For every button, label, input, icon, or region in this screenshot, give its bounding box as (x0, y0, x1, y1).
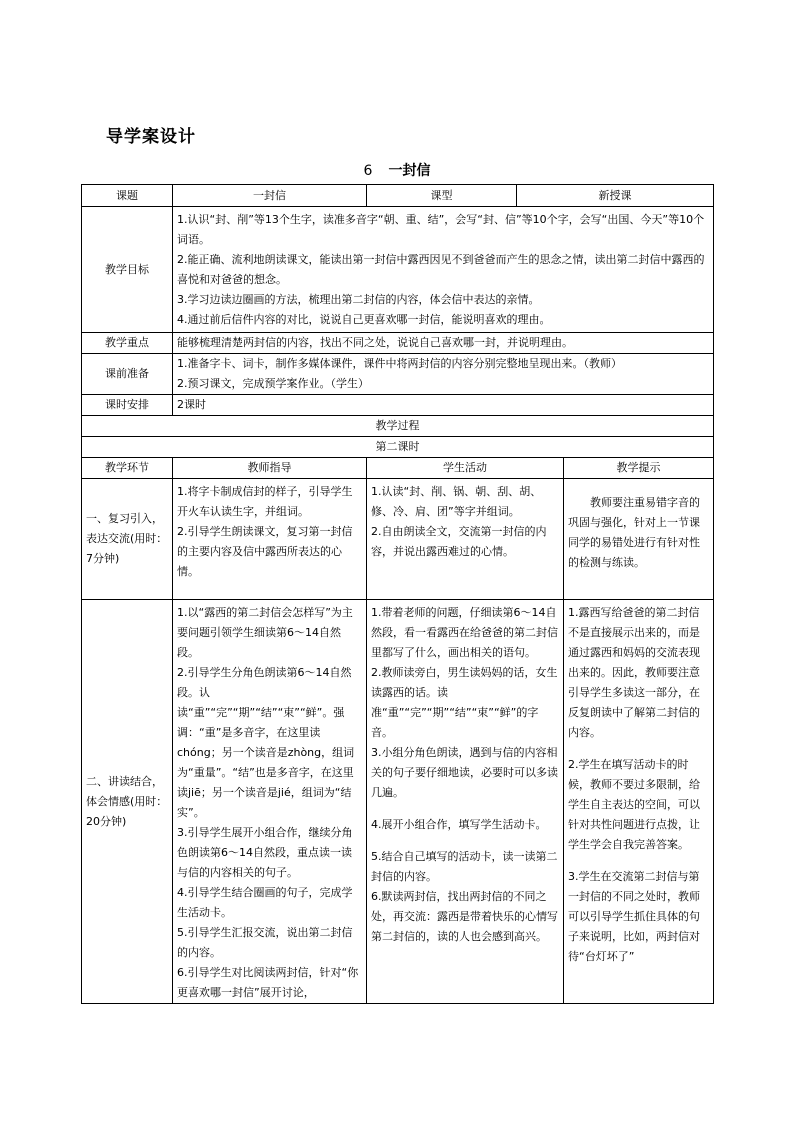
goal-item: 2.能正确、流利地朗读课文，能读出第一封信中露西因见不到爸爸而产生的思念之情，读出第二封信中露西的喜悦和对爸爸的想念。 (177, 253, 705, 286)
step1-tip: 教师要注重易错字音的巩固与强化，针对上一节课同学的易错处进行有针对性的检测与练读。 (564, 479, 714, 600)
goals-row (82, 207, 714, 333)
step2-tips (564, 600, 714, 1004)
step2-student-item: 1.带着老师的问题，仔细读第6～14自然段，看一看露西在给爸爸的第二封信里都写了什么，画出相关的语句。 (371, 606, 558, 659)
type-value: 新授课 (517, 185, 714, 207)
prep-item: 2.预习课文，完成预学案作业。（学生） (177, 377, 369, 390)
spacer (371, 835, 559, 847)
lesson-number: 6 (363, 163, 373, 179)
step2-student-item: 5.结合自己填写的活动卡，读一读第二封信的内容。 (371, 850, 558, 883)
step2-student-item: 2.教师读旁白，男生读妈妈的话，女生读露西的话。读准“重”“完”“期”“结”“束”“鲜”的字音。 (371, 666, 558, 739)
step2-teacher-item: 6.引导学生对比阅读两封信，针对“你更喜欢哪一封信”展开讨论， (177, 966, 359, 999)
topic-value: 一封信 (173, 185, 367, 207)
goals-label: 教学目标 (82, 207, 173, 333)
hours-label: 课时安排 (82, 395, 173, 416)
goal-item: 4.通过前后信件内容的对比，说说自己更喜欢哪一封信，能说明喜欢的理由。 (177, 313, 551, 326)
spacer (568, 855, 709, 867)
step1-name: 一、复习引入，表达交流(用时：7分钟) (82, 479, 173, 600)
prep-item: 1.准备字卡、词卡，制作多媒体课件，课件中将两封信的内容分别完整地呈现出来。（教师） (177, 357, 622, 370)
process-title-row (82, 416, 714, 437)
key-points-label: 教学重点 (82, 333, 173, 354)
step2-teacher-item: 1.以“露西的第二封信会怎样写”为主要问题引领学生细读第6～14自然段。 (177, 606, 353, 659)
document-title: 导学案设计 (106, 127, 196, 147)
session-title: 第二课时 (82, 437, 714, 458)
step2-name: 二、讲读结合，体会情感(用时：20分钟) (82, 600, 173, 1004)
goal-item: 1.认识“封、削”等13个生字，读准多音字“朝、重、结”，会写“封、信”等10个字，会写“出国、今天”等10个词语。 (177, 213, 705, 246)
type-label: 课型 (367, 185, 517, 207)
step1-student (367, 479, 564, 600)
hours-value: 2课时 (173, 395, 714, 416)
step2-tip-item: 2.学生在填写活动卡的时候，教师不要过多限制，给学生自主表达的空间，可以针对共性问题进行点拨，让学生学会自我完善答案。 (568, 758, 700, 851)
lesson-plan-table (81, 184, 714, 1004)
process-title: 教学过程 (82, 416, 714, 437)
step2-student-item: 4.展开小组合作，填写学生活动卡。 (371, 818, 547, 831)
step1-teacher-item: 1.将字卡制成信封的样子，引导学生开火车认读生字，并组词。 (177, 485, 353, 518)
step1-student-item: 2.自由朗读全文，交流第一封信的内容，并说出露西难过的心情。 (371, 525, 547, 558)
step2-teacher-item: 5.引导学生汇报交流，说出第二封信的内容。 (177, 926, 353, 959)
prep-content (173, 354, 714, 395)
column-header-row (82, 458, 714, 479)
step2-teacher-item: 2.引导学生分角色朗读第6～14自然段。认读“重”“完”“期”“结”“束”“鲜”。强调：“重”是多音字，在这里读chóng；另一个读音是zhòng，组词为“重量”。“结”也是多音字，在这里读jiē；另一个读音是jié，组词为“结实”。 (177, 666, 355, 819)
step2-tip-item: 3.学生在交流第二封信与第一封信的不同之处时，教师可以引导学生抓住具体的句子来说明，比如，两封信对待“台灯坏了” (568, 870, 700, 963)
step1-row (82, 479, 714, 600)
prep-label: 课前准备 (82, 354, 173, 395)
step1-student-item: 1.认读“封、削、锅、朝、刮、胡、修、冷、肩、团”等字并组词。 (371, 485, 542, 518)
column-header: 教师指导 (173, 458, 367, 479)
column-header: 教学环节 (82, 458, 173, 479)
step2-student-item: 3.小组分角色朗读，遇到与信的内容相关的句子要仔细地读，必要时可以多读几遍。 (371, 746, 558, 799)
step2-tip-item: 1.露西写给爸爸的第二封信不是直接展示出来的，而是通过露西和妈妈的交流表现出来的。因此，教师要注意引导学生多读这一部分，在反复朗读中了解第二封信的内容。 (568, 606, 700, 739)
column-header: 学生活动 (367, 458, 564, 479)
column-header: 教学提示 (564, 458, 714, 479)
step1-teacher-item: 2.引导学生朗读课文，复习第一封信的主要内容及信中露西所表达的心情。 (177, 525, 353, 578)
goal-item: 3.学习边读边圈画的方法，梳理出第二封信的内容，体会信中表达的亲情。 (177, 293, 540, 306)
key-points-row (82, 333, 714, 354)
topic-label: 课题 (82, 185, 173, 207)
spacer (371, 803, 559, 815)
step2-teacher-item: 4.引导学生结合圈画的句子，完成学生活动卡。 (177, 886, 353, 919)
step2-student-item: 6.默读两封信，找出两封信的不同之处，再交流：露西是带着快乐的心情写第二封信的，读的人也会感到高兴。 (371, 890, 558, 943)
lesson-name: 一封信 (388, 163, 431, 179)
lesson-title (0, 160, 794, 180)
step2-teacher (173, 600, 367, 1004)
goals-content (173, 207, 714, 333)
spacer (568, 743, 709, 755)
step2-teacher-item: 3.引导学生展开小组合作，继续分角色朗读第6～14自然段，重点读一读与信的内容相关的句子。 (177, 826, 353, 879)
session-title-row (82, 437, 714, 458)
hours-row (82, 395, 714, 416)
step2-student (367, 600, 564, 1004)
prep-row (82, 354, 714, 395)
step2-row (82, 600, 714, 1004)
key-points-value: 能够梳理清楚两封信的内容，找出不同之处，说说自己喜欢哪一封，并说明理由。 (173, 333, 714, 354)
step1-teacher (173, 479, 367, 600)
header-row (82, 185, 714, 207)
